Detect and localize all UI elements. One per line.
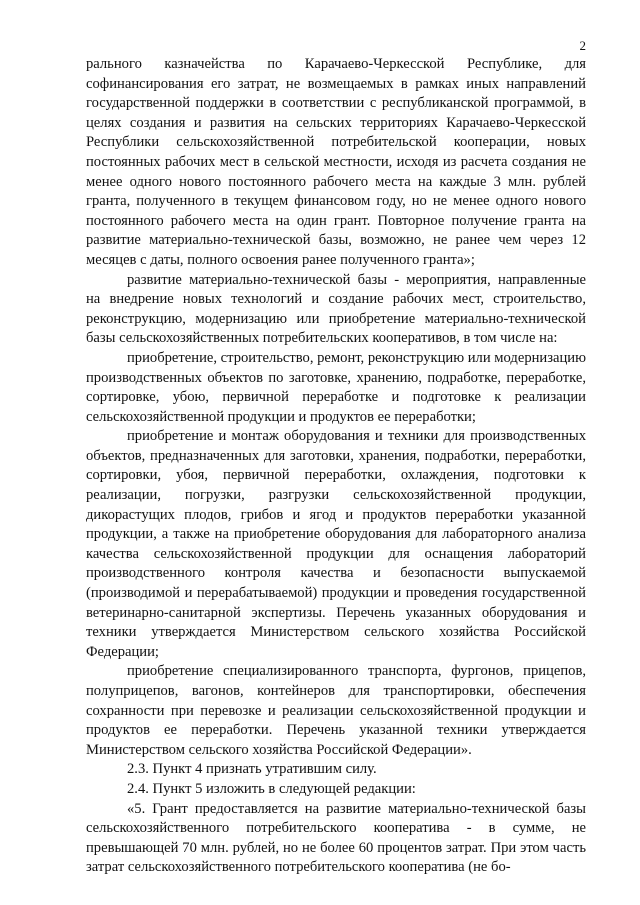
paragraph-clause-5: «5. Грант предоставляется на развитие материально-технической базы сельскохозяйственного потребительского кооператива - в сумме, не превышающей 70 млн. рублей, но не более 60 процентов затрат. При этом часть затрат сельскохозяйственного потребительского кооператива (не бо- xyxy=(86,800,586,876)
document-body xyxy=(86,55,586,878)
paragraph-treasury-continuation: рального казначейства по Карачаево-Черкесской Республике, для софинансирования его затрат, не возмещаемых в рамках иных направлений государственной поддержки в соответствии с республиканской программой, в целях создания и развития на сельских территориях Карачаево-Черкесской Республики сельскохозяйственной потребительской кооперации, новых постоянных рабочих мест в сельской местности, исходя из расчета создания не менее одного нового постоянного рабочего места на каждые 3 млн. рублей гранта, полученного в текущем финансовом году, но не менее одного нового постоянного рабочего места на один грант. Повторное получение гранта на развитие материально-технической базы, возможно, не ранее чем через 12 месяцев с даты, полного освоения ранее полученного гранта»; xyxy=(86,56,586,268)
paragraph-clause-2-4: 2.4. Пункт 5 изложить в следующей редакции: xyxy=(127,780,416,797)
paragraph-production-facilities: приобретение, строительство, ремонт, реконструкцию или модернизацию производственных объектов по заготовке, хранению, подработке, переработке, сортировке, убою, первичной переработке и подготовке к реализации сельскохозяйственной продукции и продуктов ее переработки; xyxy=(86,349,586,425)
paragraph-clause-2-3: 2.3. Пункт 4 признать утратившим силу. xyxy=(127,761,377,778)
page-number: 2 xyxy=(579,38,586,53)
paragraph-material-base-definition: развитие материально-технической базы - мероприятия, направленные на внедрение новых технологий и создание рабочих мест, строительство, реконструкцию, модернизацию или приобретение материально-технической базы сельскохозяйственных потребительских кооперативов, в том числе на: xyxy=(86,271,586,347)
paragraph-equipment: приобретение и монтаж оборудования и техники для производственных объектов, предназначенных для заготовки, хранения, подработки, переработки, сортировки, убоя, первичной переработки, охлаждения, подготовки к реализации, погрузки, разгрузки сельскохозяйственной продукции, дикорастущих плодов, грибов и ягод и продуктов переработки указанной продукции, а также на приобретение оборудования для лабораторного анализа качества сельскохозяйственной продукции для оснащения лабораторий производственного контроля качества и безопасности выпускаемой (производимой и перерабатываемой) продукции и проведения государственной ветеринарно-санитарной экспертизы. Перечень указанных оборудования и техники утверждается Министерством сельского хозяйства Российской Федерации; xyxy=(86,428,586,660)
paragraph-special-transport: приобретение специализированного транспорта, фургонов, прицепов, полуприцепов, вагонов, контейнеров для транспортировки, обеспечения сохранности при перевозке и реализации сельскохозяйственной продукции и продуктов ее переработки. Перечень указанной техники утверждается Министерством сельского хозяйства Российской Федерации». xyxy=(86,663,586,758)
